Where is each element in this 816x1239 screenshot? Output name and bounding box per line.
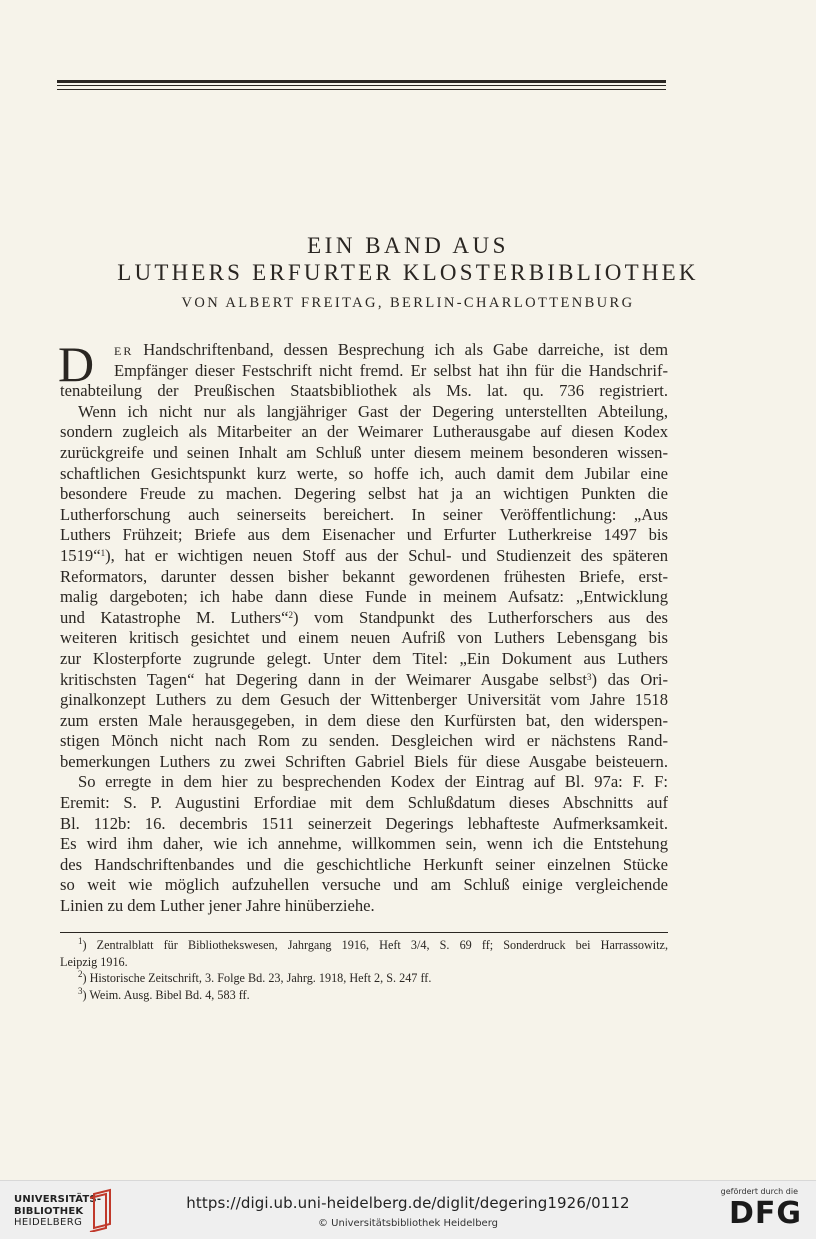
footnote-continuation: Leipzig 1916. [60,954,128,969]
body-text [58,336,668,917]
permalink-url[interactable]: https://digi.ub.uni-heidelberg.de/diglit/degering1926/0112 [186,1194,630,1212]
body-line: Empfänger dieser Festschrift nicht fremd. Er selbst hat ihn für die Handschrif- [114,360,668,380]
body-line: ER Handschriftenband, dessen Besprechung ich als Gabe darreiche, ist dem [114,340,668,359]
footnote-mark[interactable]: 2 [288,609,294,620]
body-line: Es wird ihm daher, wie ich annehme, willkommen sein, wenn ich die Entstehung [60,834,668,854]
footnote: $^2$) Historische Zeitschrift, 3. Folge Bd. 23, Jahrg. 1918, Heft 2, S. 247 ff. [78,970,432,985]
body-line: zurückgreife und seinen Inhalt am Schluß unter diesem meinem besonderen wissen- [60,442,668,462]
body-line: sondern zugleich als Mitarbeiter an der Weimarer Lutherausgabe auf diesen Kodex [60,422,668,442]
footnote: $^1$) Zentralblatt für Bibliothekswesen, Jahrgang 1916, Heft 3/4, S. 69 ff; Sonderdruck bei Harrassowitz, [78,937,668,952]
body-line: weiteren kritisch gesichtet und einem neuen Aufriß von Luthers Lebensgang bis [60,628,668,648]
footer-bar [0,1180,816,1239]
title-line-1: EIN BAND AUS [307,233,509,258]
footnotes [60,937,668,1003]
body-line: So erregte in dem hier zu besprechenden Kodex der Eintrag auf Bl. 97a: F. F: [78,772,668,792]
footnote: $^3$) Weim. Ausg. Bibel Bd. 4, 583 ff. [78,986,250,1002]
author-line: VON ALBERT FREITAG, BERLIN-CHARLOTTENBURG [181,295,635,311]
body-line: Linien zu dem Luther jener Jahre hinüberziehe. [60,896,375,916]
body-line: bemerkungen Luthers zu zwei Schriften Gabriel Biels für diese Ausgabe beisteuern. [60,751,668,771]
body-line: des Handschriftenbandes und die geschichtliche Herkunft seiner einzelnen Stücke [60,854,668,874]
body-line: Reformators, darunter dessen bisher bekannt gewordenen frühesten Briefe, erst- [60,566,668,586]
title-line-2: LUTHERS ERFURTER KLOSTERBIBLIOTHEK [117,260,699,285]
copyright-text: © Universitätsbibliothek Heidelberg [317,1218,498,1229]
body-line: kritischsten Tagen“ hat Degering dann in der Weimarer Ausgabe selbst$^3$) das Ori- [60,669,668,689]
body-line: Bl. 112b: 16. decembris 1511 seinerzeit Degerings lebhafteste Aufmerksamkeit. [60,813,668,833]
dfg-logo[interactable]: DFG [728,1196,802,1231]
body-line: Eremit: S. P. Augustini Erfordiae mit dem Schlußdatum dieses Abschnitts auf [60,793,668,813]
body-line: Lutherforschung auch seinerseits bereichert. In seiner Veröffentlichung: „Aus [60,504,668,524]
footnote-mark[interactable]: 3 [587,671,592,682]
body-line: zum ersten Male herausgegeben, in dem diese den Kurfürsten bat, den widerspen- [60,710,668,730]
body-line: schaftlichen Gesichtspunkt kurz werte, so hoffe ich, auch damit dem Jubilar eine [60,463,668,483]
footnote-mark[interactable]: 1 [100,547,106,558]
body-line: malig dargeboten; ich habe dann diese Funde in meinem Aufsatz: „Entwicklung [60,587,668,607]
body-line: 1519“$^1$), hat er wichtigen neuen Stoff aus der Schul- und Studienzeit des späteren [60,545,668,565]
footnote-rule [60,932,668,933]
body-line: zur Klosterpforte zugrunde gelegt. Unter dem Titel: „Ein Dokument aus Luthers [60,648,668,668]
body-line: tenabteilung der Preußischen Staatsbibliothek als Ms. lat. qu. 736 registriert. [60,381,668,401]
body-line: ginalkonzept Luthers zu dem Gesuch der Wittenberger Universität vom Jahre 1518 [60,690,668,710]
funded-by-text: gefördert durch die [720,1187,798,1196]
top-rule [57,80,666,90]
body-line: Luthers Frühzeit; Briefe aus dem Eisenacher und Erfurter Lutherkreise 1497 bis [60,525,668,545]
body-line: so weit wie möglich aufzuhellen versuche und am Schluß einige vergleichende [60,875,668,895]
drop-cap: D [58,336,95,392]
body-line: stigen Mönch nicht nach Rom zu senden. Desgleichen wird er nächstens Rand- [60,731,668,751]
body-line: und Katastrophe M. Luthers“$^2$) vom Standpunkt des Lutherforschers aus des [60,607,668,627]
body-line: Wenn ich nicht nur als langjähriger Gast der Degering unterstellten Abteilung, [78,401,668,421]
ub-heidelberg-logo[interactable]: UNIVERSITÄTS- BIBLIOTHEK HEIDELBERG [14,1194,102,1228]
body-line: besondere Freude zu machen. Degering selbst hat ja an wichtigen Punkten die [60,484,668,504]
